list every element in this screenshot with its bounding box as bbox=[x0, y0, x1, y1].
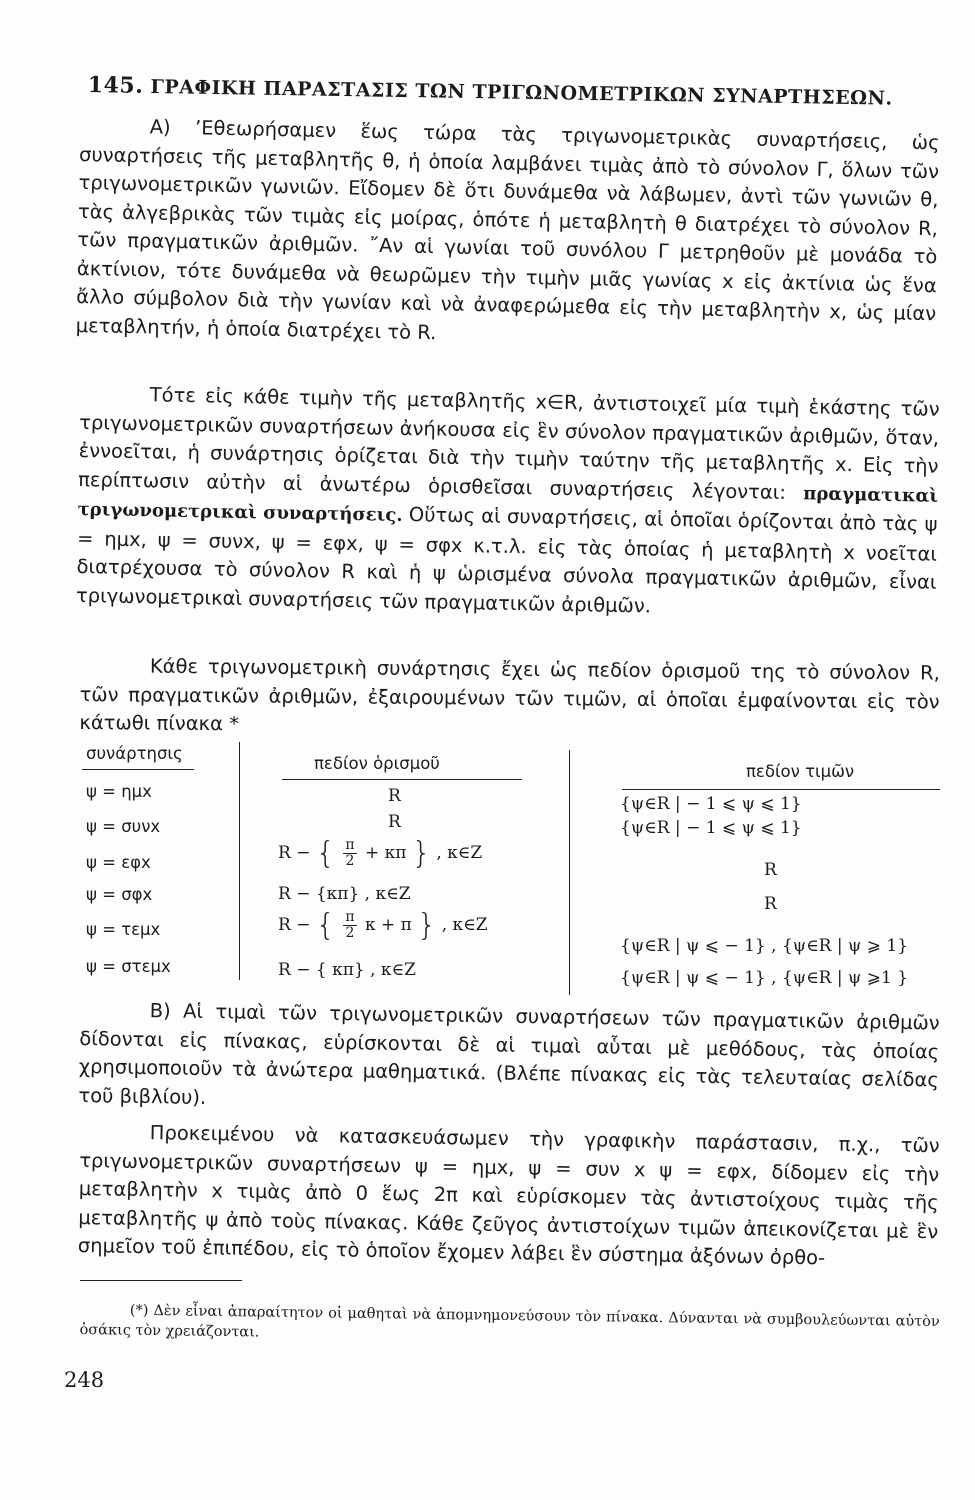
table-row-range: {ψ∈R | − 1 ⩽ ψ ⩽ 1} bbox=[620, 818, 802, 838]
column-divider-2 bbox=[569, 750, 570, 995]
domain-prefix: R − bbox=[278, 843, 311, 863]
paragraph-a3: Κάθε τριγωνομετρικὴ συνάρτησις ἔχει ὡς πεδίον ὁρισμοῦ της τὸ σύνολον R, τῶν πραγματικῶν ἀριθμῶν, ἐξαιρουμένων τῶν τιμῶν, αἱ ὁποῖαι ἐμφαίνονται εἰς τὸν κάτωθι πίνακα * bbox=[79, 654, 940, 736]
header-rule-range bbox=[622, 789, 940, 790]
footnote-text: Δὲν εἶναι ἀπαραίτητον οἱ μαθηταὶ νὰ ἀπομνημονεύσουν τὸν πίνακα. Δύνανται νὰ συμβουλεύωνται αὐτὸν ὁσάκις τὸν χρειάζονται. bbox=[79, 1303, 940, 1341]
table-row-range: {ψ∈R | ψ ⩽ − 1} , {ψ∈R | ψ ⩾ 1} bbox=[620, 936, 909, 956]
paragraph-a1: Α) ’Εθεωρήσαμεν ἕως τώρα τὰς τριγωνομετρικὰς συναρτήσεις, ὡς συναρτήσεις τῆς μεταβλητῆς θ, ἡ ὁποία λαμβάνει τιμὰς ἀπὸ τὸ σύνολον Γ, ὅλων τῶν τριγωνομετρικῶν γωνιῶν. Εἴδομεν δὲ ὅτι δυνάμεθα νὰ λάβωμεν, ἀντὶ τῶν γωνιῶν θ, τὰς ἀλγεβρικὰς τῶν τιμὰς εἰς μοίρας, ὁπότε ἡ μεταβλητὴ θ διατρέχει τὸ σύνολον R, τῶν πραγματικῶν ἀριθμῶν. ῎Αν αἱ γωνίαι τοῦ συνόλου Γ μετρηθοῦν μὲ μονάδα τὸ ἀκτίνιον, τότε δυνάμεθα νὰ θεωρῶμεν τὴν τιμὴν μιᾶς γωνίας x εἰς ἀκτίνια ὡς ἕνα ἄλλο σύμβολον διὰ τὴν γωνίαν καὶ νὰ ἀναφερώμεθα εἰς τὴν μεταβλητὴν x, ὡς μίαν μεταβλητήν, ἡ ὁποία διατρέχει τὸ R. bbox=[75, 115, 940, 344]
col-header-domain: πεδίον ὁρισμοῦ bbox=[314, 754, 440, 773]
section-a-intro bbox=[75, 112, 939, 357]
pi-over-two-fraction bbox=[343, 910, 356, 941]
footnote-mark: (*) bbox=[129, 1302, 149, 1319]
paragraph-b2: Προκειμένου νὰ κατασκευάσωμεν τὴν γραφικὴν παράστασιν, π.χ., τῶν τριγωνομετρικῶν συναρτήσεων ψ = ημx, ψ = συν x ψ = εφx, δίδομεν εἰς τὴν μεταβλητὴν x τιμὰς ἀπὸ 0 ἕως 2π καὶ εὑρίσκομεν τὰς ἀντιστοίχους τιμὰς τῆς μεταβλητῆς ψ ἀπὸ τοὺς πίνακας. Κάθε ζεῦγος ἀντιστοίχων τιμῶν ἀπεικονίζεται μὲ ἓν σημεῖον τοῦ ἐπιπέδου, εἰς τὸ ὁποῖον ἔχομεν λάβει ἓν σύστημα ἀξόνων ὀρθο- bbox=[77, 1121, 940, 1270]
footnote-rule bbox=[80, 1280, 242, 1281]
table-row-range: R bbox=[764, 860, 777, 880]
table-row-domain: R − { κπ} , κ∈Z bbox=[278, 960, 416, 980]
table-row-domain bbox=[278, 908, 488, 943]
defined-term: πραγματικαὶ τριγωνομετρικαὶ συναρτήσεις. bbox=[77, 482, 939, 526]
table-row-function: ψ = σφx bbox=[86, 885, 153, 904]
domain-prefix: R − bbox=[278, 915, 311, 935]
domain-range-table bbox=[82, 742, 942, 1002]
table-row-range: {ψ∈R | ψ ⩽ − 1} , {ψ∈R | ψ ⩾1 } bbox=[620, 968, 909, 988]
header-rule-function bbox=[82, 769, 194, 770]
paragraph-b1: Β) Αἱ τιμαὶ τῶν τριγωνομετρικῶν συναρτήσεων τῶν πραγματικῶν ἀριθμῶν δίδονται εἰς πίνακας, εὑρίσκονται δὲ αἱ τιμαὶ αὗται μὲ μεθόδους, τὰς ὁποίας χρησιμοποιοῦν τὰ ἀνώτερα μαθηματικά. (Βλέπε πίνακας εἰς τὰς τελευταίας σελίδας τοῦ βιβλίου). bbox=[78, 999, 940, 1109]
section-title: ΓΡΑΦΙΚΗ ΠΑΡΑΣΤΑΣΙΣ ΤΩΝ ΤΡΙΓΩΝΟΜΕΤΡΙΚΩΝ ΣΥΝΑΡΤΗΣΕΩΝ. bbox=[150, 75, 893, 110]
fraction-numerator: π bbox=[345, 837, 355, 853]
section-a-definition bbox=[76, 380, 940, 626]
paragraph-a2-end: Οὕτως αἱ συναρτήσεις, αἱ ὁποῖαι ὁρίζονται ἀπὸ τὰς ψ = ημx, ψ = συνx, ψ = εφx, ψ = σφx κ.τ.λ. εἰς τὰς ὁποίας ἡ μεταβλητὴ x νοεῖται διατρέχουσα τὸ σύνολον R καὶ ἡ ψ ὡρισμένα σύνολα πραγματικῶν ἀριθμῶν, εἶναι τριγωνομετρικαὶ συναρτήσεις τῶν πραγματικῶν ἀριθμῶν. bbox=[75, 503, 938, 617]
section-b-graphing bbox=[78, 1118, 940, 1275]
table-row-domain bbox=[278, 836, 482, 871]
table-row-function: ψ = στεμx bbox=[86, 957, 171, 976]
table-row-function: ψ = εφx bbox=[86, 853, 151, 872]
left-brace-icon: { bbox=[315, 836, 335, 871]
paragraph-a2-start: Τότε εἰς κάθε τιμὴν τῆς μεταβλητῆς x∈R, ἀντιστοιχεῖ μία τιμὴ ἑκάστης τῶν τριγωνομετρικῶν συναρτήσεων ἀνήκουσα εἰς ἓν σύνολον πραγματικῶν ἀριθμῶν, ὅταν, ἐννοεῖται, ἡ συνάρτησις ὁρίζεται διὰ τὴν τιμὴν ταύτην τῆς μεταβλητῆς x. Εἰς τὴν περίπτωσιν αὐτὴν αἱ ἀνωτέρω ὁρισθεῖσαι συναρτήσεις λέγονται: bbox=[77, 383, 940, 504]
header-rule-domain bbox=[282, 779, 522, 780]
fraction-denominator: 2 bbox=[345, 853, 355, 869]
section-b-values bbox=[78, 996, 940, 1123]
section-heading bbox=[88, 72, 948, 112]
table-row-domain: R − {κπ} , κ∈Z bbox=[278, 884, 411, 904]
right-brace-icon: } bbox=[417, 908, 437, 943]
col-header-range: πεδίον τιμῶν bbox=[746, 762, 855, 781]
footnote bbox=[79, 1300, 939, 1352]
fraction-numerator: π bbox=[345, 909, 355, 925]
table-row-function: ψ = συνx bbox=[86, 817, 161, 836]
table-row-domain: R bbox=[388, 812, 401, 832]
column-divider-1 bbox=[239, 742, 240, 980]
table-row-range: {ψ∈R | − 1 ⩽ ψ ⩽ 1} bbox=[620, 794, 802, 814]
col-header-function: συνάρτησις bbox=[86, 744, 183, 763]
table-row-function: ψ = τεμx bbox=[86, 920, 161, 939]
fraction-denominator: 2 bbox=[345, 925, 355, 941]
right-brace-icon: } bbox=[411, 836, 431, 871]
page-number: 248 bbox=[64, 1368, 105, 1392]
domain-suffix: , κ∈Z bbox=[441, 915, 488, 935]
table-row-range: R bbox=[764, 894, 777, 914]
domain-suffix: , κ∈Z bbox=[436, 843, 483, 863]
domain-middle: κ + π bbox=[364, 915, 412, 935]
left-brace-icon: { bbox=[315, 908, 335, 943]
paragraph-a2 bbox=[76, 380, 940, 626]
section-number: 145. bbox=[87, 72, 144, 99]
table-row-domain: R bbox=[388, 786, 401, 806]
section-a-table-intro bbox=[79, 652, 940, 745]
pi-over-two-fraction bbox=[343, 838, 356, 869]
domain-middle: + κπ bbox=[364, 843, 407, 863]
table-row-function: ψ = ημx bbox=[86, 782, 152, 801]
